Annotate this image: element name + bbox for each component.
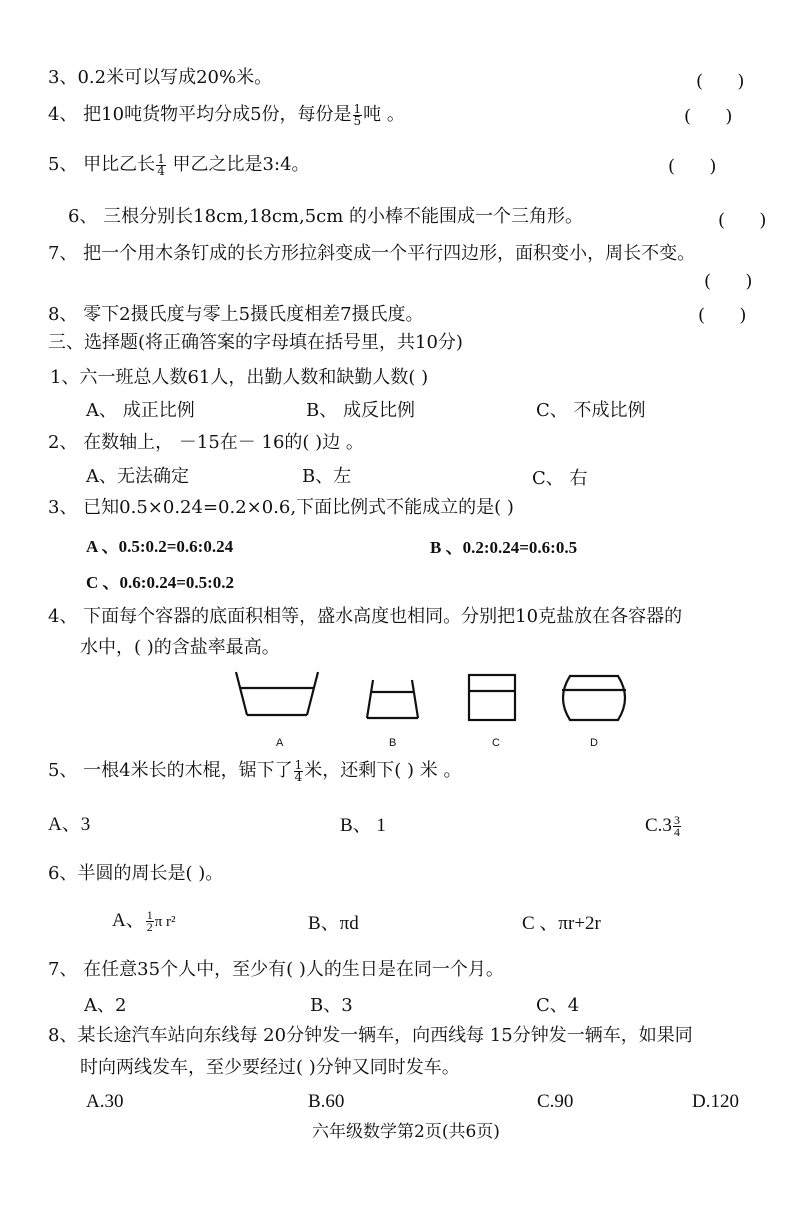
option-b[interactable]: B、 1 [340, 815, 386, 836]
choice-q4-line2: 水中，( )的含盐率最高。 [80, 637, 280, 658]
container-a [236, 672, 318, 715]
option-c[interactable]: C、4 [536, 995, 580, 1016]
option-a[interactable]: A、3 [48, 814, 91, 835]
option-a[interactable]: A、 成正比例 [86, 400, 195, 421]
judge-q5: 5、 甲比乙长 $\frac{1}{4}$ 甲乙之比是3:4。 [48, 151, 310, 178]
answer-paren[interactable]: ( ) [718, 210, 767, 231]
option-d[interactable]: D.120 [692, 1091, 739, 1112]
fraction: $\frac{1}{5}$ [353, 101, 362, 128]
container-c [469, 675, 515, 720]
judge-q6: 6、 三根分别长18cm,18cm,5cm 的小棒不能围成一个三角形。 [68, 206, 584, 227]
answer-paren[interactable]: ( ) [704, 271, 753, 292]
judge-q4: 4、 把10吨货物平均分成5份，每份是 $\frac{1}{5}$ 吨 。 [48, 101, 405, 128]
option-a[interactable]: A、 $\frac{1}{2}$ π r² [112, 908, 176, 935]
answer-paren[interactable]: ( ) [668, 156, 717, 177]
figure-label-a: A [276, 737, 284, 749]
option-a[interactable]: A.30 [86, 1091, 124, 1112]
choice-q5: 5、 一根4米长的木棍，锯下了 $\frac{1}{4}$ 米，还剩下( ) 米 。 [48, 757, 462, 784]
option-b[interactable]: B、 成反比例 [306, 400, 415, 421]
option-a[interactable]: A、无法确定 [86, 466, 189, 487]
option-b[interactable]: B、πd [308, 913, 359, 934]
judge-q8: 8、 零下2摄氏度与零上5摄氏度相差7摄氏度。 [48, 304, 424, 325]
container-b [367, 680, 418, 718]
answer-paren[interactable]: ( ) [696, 71, 745, 92]
choice-q3: 3、 已知0.5×0.24=0.2×0.6,下面比例式不能成立的是( ) [48, 497, 514, 518]
option-c[interactable]: C、 不成比例 [536, 400, 646, 421]
choice-q7: 7、 在任意35个人中，至少有( )人的生日是在同一个月。 [48, 959, 504, 980]
choice-q8-line2: 时向两线发车，至少要经过( )分钟又同时发车。 [80, 1057, 460, 1078]
choice-q1: 1、六一班总人数61人，出勤人数和缺勤人数( ) [50, 367, 429, 388]
fraction: $\frac{1}{4}$ [294, 757, 303, 784]
option-c[interactable]: C、 右 [532, 468, 588, 489]
answer-paren[interactable]: ( ) [698, 305, 747, 326]
option-b[interactable]: B、左 [302, 466, 352, 487]
option-a[interactable]: A、2 [84, 995, 127, 1016]
figure-label-c: C [492, 737, 500, 749]
option-c[interactable]: C.90 [537, 1091, 574, 1112]
choice-q6: 6、半圆的周长是( )。 [48, 863, 224, 884]
option-c[interactable]: C 、πr+2r [522, 913, 601, 934]
option-a[interactable]: A 、0.5:0.2=0.6:0.24 [86, 537, 234, 556]
option-c[interactable]: C 、0.6:0.24=0.5:0.2 [86, 573, 235, 592]
container-d [562, 676, 626, 720]
figure-label-d: D [590, 737, 598, 749]
choice-q4-line1: 4、 下面每个容器的底面积相等，盛水高度也相同。分别把10克盐放在各容器的 [48, 606, 683, 627]
container-figures [0, 660, 793, 760]
option-c[interactable]: C.3 $\frac{3}{4}$ [645, 813, 680, 840]
option-b[interactable]: B 、0.2:0.24=0.6:0.5 [430, 538, 578, 557]
fraction: $\frac{3}{4}$ [673, 813, 680, 840]
answer-paren[interactable]: ( ) [684, 106, 733, 127]
figure-label-b: B [389, 737, 397, 749]
option-b[interactable]: B、3 [310, 995, 353, 1016]
fraction: $\frac{1}{4}$ [157, 151, 165, 178]
section-title: 三、选择题(将正确答案的字母填在括号里，共10分) [48, 332, 463, 353]
choice-q8-line1: 8、某长途汽车站向东线每 20分钟发一辆车，向西线每 15分钟发一辆车，如果同 [48, 1025, 693, 1046]
judge-q7: 7、 把一个用木条钉成的长方形拉斜变成一个平行四边形，面积变小，周长不变。 [48, 243, 696, 264]
fraction: $\frac{1}{2}$ [146, 908, 153, 935]
choice-q2: 2、 在数轴上， －15在－ 16的( )边 。 [48, 432, 364, 453]
judge-q3: 3、0.2米可以写成20%米。 [48, 67, 273, 88]
page-footer: 六年级数学第2页(共6页) [312, 1122, 500, 1142]
option-b[interactable]: B.60 [308, 1091, 345, 1112]
